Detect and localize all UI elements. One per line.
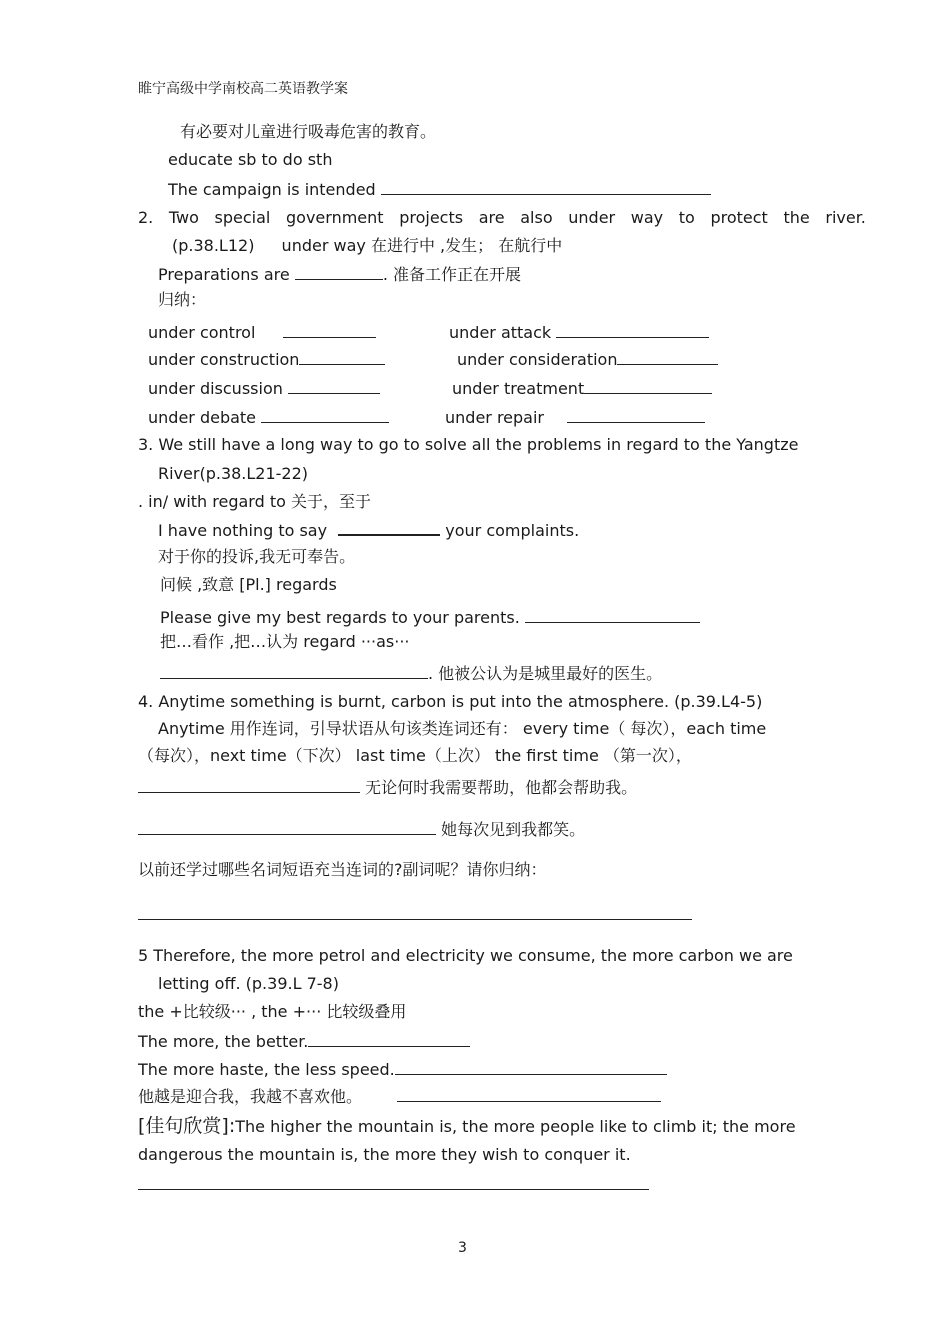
sec4-answer-line (138, 904, 692, 925)
sec2-phrase: under way 在进行中 ,发生； 在航行中 (281, 236, 563, 255)
answer-blank[interactable] (395, 1059, 667, 1075)
sec2-prep-a: Preparations are (158, 265, 290, 284)
sec5-more-better: The more, the better. (138, 1032, 309, 1051)
sec3-please: Please give my best regards to your parents. (160, 608, 520, 627)
word: also (520, 208, 553, 227)
sec5-pattern: the +比较级··· , the +··· 比较级叠用 (138, 1002, 407, 1021)
item-under-discussion (148, 378, 380, 399)
sec1-line3 (168, 179, 711, 200)
item-under-attack (449, 322, 709, 343)
word: under (568, 208, 616, 227)
word: protect (710, 208, 768, 227)
item-under-repair (445, 407, 705, 428)
word: government (286, 208, 384, 227)
sec5-appreciate-1: The higher the mountain is, the more people like to climb it; the more (235, 1117, 796, 1136)
answer-blank[interactable] (299, 349, 385, 365)
sec3-regard-as: 把…看作 ,把…认为 regard ···as··· (160, 632, 410, 651)
page-number: 3 (458, 1240, 467, 1256)
answer-blank[interactable] (567, 407, 705, 423)
answer-blank[interactable] (397, 1086, 661, 1102)
sec3-say-b: your complaints. (445, 521, 580, 540)
sec4-smile-line (138, 819, 585, 840)
item-label: under treatment (452, 379, 585, 398)
word: to (678, 208, 695, 227)
answer-blank[interactable] (138, 904, 692, 920)
item-label: under discussion (148, 379, 283, 398)
sec3-doctor: . 他被公认为是城里最好的医生。 (428, 664, 663, 683)
item-label: under construction (148, 350, 300, 369)
sec5-appreciate-line (138, 1116, 796, 1137)
answer-blank[interactable] (617, 349, 718, 365)
sec4-line3: （每次），next time（下次） last time（上次） the first time （第一次）， (138, 746, 692, 765)
answer-blank[interactable] (160, 663, 428, 679)
sec5-cn-line (138, 1086, 661, 1107)
item-under-consideration (457, 349, 718, 370)
answer-blank[interactable] (295, 264, 383, 280)
item-under-construction (148, 349, 385, 370)
sec3-please-line (160, 607, 700, 628)
answer-blank[interactable] (525, 607, 700, 623)
sec2-ref: (p.38.L12) (172, 236, 255, 255)
item-label: under consideration (457, 350, 618, 369)
answer-blank[interactable] (138, 777, 360, 793)
answer-blank[interactable] (288, 378, 380, 394)
sec5-answer-line (138, 1174, 649, 1195)
item-under-treatment (452, 378, 712, 399)
item-under-debate (148, 407, 389, 428)
sec1-line3-text: The campaign is intended (168, 180, 376, 199)
answer-blank[interactable] (261, 407, 389, 423)
sec4-question: 以前还学过哪些名词短语充当连词的?副词呢？请你归纳： (138, 860, 547, 879)
sec5-appreciate-label: [佳句欣赏]: (138, 1115, 236, 1137)
word: Two (168, 208, 199, 227)
sec3-doctor-line (160, 663, 662, 684)
answer-blank[interactable] (138, 819, 436, 835)
sec4-help-line (138, 777, 637, 798)
sec3-say-a: I have nothing to say (158, 521, 328, 540)
sec4-line1: 4. Anytime something is burnt, carbon is put into the atmosphere. (p.39.L4-5) (138, 692, 763, 711)
sec5-haste: The more haste, the less speed. (138, 1060, 395, 1079)
answer-blank[interactable] (556, 322, 709, 338)
header-title: 睢宁高级中学南校高二英语教学案 (138, 81, 348, 97)
sec2-sentence (138, 208, 866, 228)
word: way (630, 208, 664, 227)
item-label: under repair (445, 408, 544, 427)
sec2-ref-line (172, 236, 562, 256)
sec3-regards: 问候 ,致意 [Pl.] regards (160, 575, 337, 594)
word: projects (399, 208, 464, 227)
sec3-line3: . in/ with regard to 关于，至于 (138, 492, 371, 511)
word: river. (825, 208, 866, 227)
sec5-haste-line (138, 1059, 667, 1080)
sec2-summary: 归纳： (158, 290, 207, 309)
sec5-appreciate-2: dangerous the mountain is, the more they wish to conquer it. (138, 1145, 631, 1164)
answer-blank[interactable] (338, 519, 440, 536)
answer-blank[interactable] (308, 1031, 470, 1047)
sec4-help: 无论何时我需要帮助，他都会帮助我。 (365, 778, 638, 797)
sec3-line2: River(p.38.L21-22) (158, 464, 309, 483)
answer-blank[interactable] (283, 322, 376, 338)
sec2-prep-b: . 准备工作正在开展 (382, 265, 522, 284)
sec3-say-line (158, 519, 579, 541)
sec2-prep-line (158, 264, 521, 285)
item-under-control (148, 322, 376, 343)
item-label: under attack (449, 323, 552, 342)
answer-blank[interactable] (138, 1174, 649, 1190)
sec5-more-better-line (138, 1031, 470, 1052)
item-label: under debate (148, 408, 257, 427)
sec4-line2: Anytime 用作连词，引导状语从句该类连词还有： every time（ 每次），each time (158, 719, 767, 738)
word: 2. (138, 208, 154, 227)
word: special (214, 208, 271, 227)
sec1-line2: educate sb to do sth (168, 150, 333, 169)
word: are (478, 208, 505, 227)
sec5-line2: letting off. (p.39.L 7-8) (158, 974, 339, 993)
sec4-smile: 她每次见到我都笑。 (441, 820, 586, 839)
sec5-cn: 他越是迎合我，我越不喜欢他。 (138, 1087, 363, 1106)
sec3-cn1: 对于你的投诉,我无可奉告。 (158, 547, 356, 566)
item-label: under control (148, 323, 256, 342)
word: the (783, 208, 810, 227)
sec3-line1: 3. We still have a long way to go to solve all the problems in regard to the Yangtze (138, 435, 799, 454)
sec1-line1: 有必要对儿童进行吸毒危害的教育。 (180, 122, 437, 141)
answer-blank[interactable] (381, 179, 711, 195)
answer-blank[interactable] (584, 378, 712, 394)
sec5-line1: 5 Therefore, the more petrol and electricity we consume, the more carbon we are (138, 946, 793, 965)
